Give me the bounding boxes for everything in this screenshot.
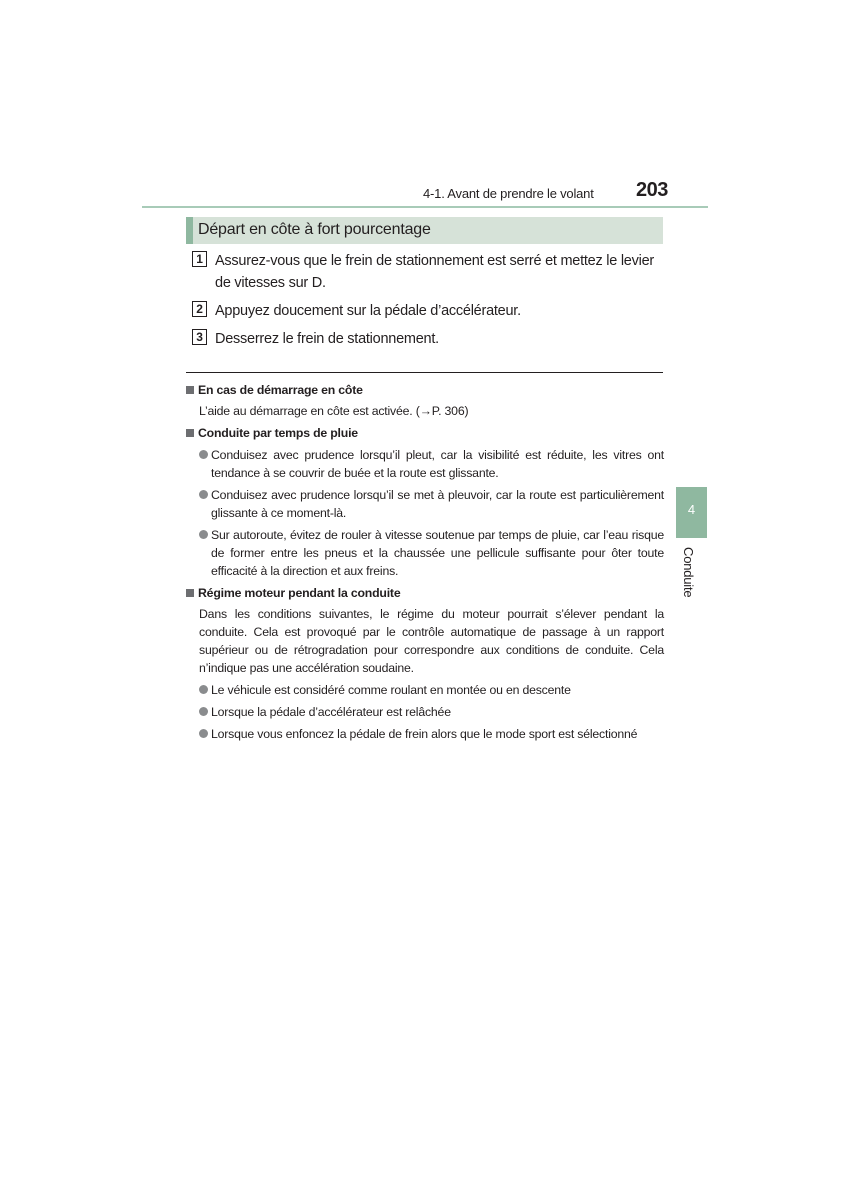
chapter-tab: 4 (676, 487, 707, 538)
circle-bullet-icon (199, 707, 208, 716)
bullet-text: Sur autoroute, évitez de rouler à vitesse soutenue par temps de pluie, car l’eau risque de former entre les pneus et la chaussée une pellicule suffisante pour ôter toute efficacité à la direction et aux freins. (211, 528, 664, 578)
step-list (190, 250, 664, 350)
note-title-text: Régime moteur pendant la conduite (198, 586, 401, 600)
step-text: Appuyez doucement sur la pédale d’accélérateur. (215, 303, 521, 319)
note-body: Dans les conditions suivantes, le régime du moteur pourrait s’élever pendant la conduite. Cela est provoqué par le contrôle automatique de passage à un rapport supérieur ou de rétrogradation pour correspondre aux conditions de conduite. Cela n’indique pas une accélération soudaine. (199, 607, 664, 675)
running-header-title: 4-1. Avant de prendre le volant (423, 186, 594, 201)
page-number: 203 (636, 179, 668, 201)
square-bullet-icon (186, 429, 194, 437)
circle-bullet-icon (199, 450, 208, 459)
circle-bullet-icon (199, 530, 208, 539)
note-title-engine-speed (186, 584, 664, 602)
circle-bullet-icon (199, 490, 208, 499)
bullet-list (198, 446, 664, 580)
step-number-badge: 1 (192, 251, 207, 267)
bullet-text: Lorsque la pédale d’accélérateur est relâchée (211, 705, 451, 719)
notes-divider (186, 372, 663, 373)
bullet-item (198, 446, 664, 482)
step-number-badge: 3 (192, 329, 207, 345)
note-body: L’aide au démarrage en côte est activée. (→P. 306) (199, 404, 469, 418)
step-item (190, 300, 664, 322)
bullet-item (198, 526, 664, 580)
bullet-text: Conduisez avec prudence lorsqu’il se met à pleuvoir, car la route est particulièrement glissante à ce moment-là. (211, 488, 664, 520)
note-title-hill-start (186, 381, 664, 399)
square-bullet-icon (186, 386, 194, 394)
bullet-text: Lorsque vous enfoncez la pédale de frein alors que le mode sport est sélectionné (211, 727, 638, 741)
notes-section (186, 381, 664, 743)
step-item (190, 328, 664, 350)
bullet-item (198, 725, 664, 743)
note-title-text: En cas de démarrage en côte (198, 383, 363, 397)
step-text: Assurez-vous que le frein de stationnement est serré et mettez le levier de vitesses sur D. (215, 253, 654, 291)
step-text: Desserrez le frein de stationnement. (215, 331, 439, 347)
note-title-text: Conduite par temps de pluie (198, 426, 358, 440)
circle-bullet-icon (199, 685, 208, 694)
bullet-text: Le véhicule est considéré comme roulant en montée ou en descente (211, 683, 571, 697)
square-bullet-icon (186, 589, 194, 597)
bullet-item (198, 703, 664, 721)
section-heading: Départ en côte à fort pourcentage (186, 217, 663, 244)
step-number-badge: 2 (192, 301, 207, 317)
step-item (190, 250, 664, 294)
note-title-rain (186, 424, 664, 442)
bullet-text: Conduisez avec prudence lorsqu’il pleut, car la visibilité est réduite, les vitres ont tendance à se couvrir de buée et la route est glissante. (211, 448, 664, 480)
bullet-list (198, 681, 664, 743)
chapter-label: Conduite (681, 547, 696, 598)
bullet-item (198, 486, 664, 522)
header-divider (142, 206, 708, 208)
circle-bullet-icon (199, 729, 208, 738)
bullet-item (198, 681, 664, 699)
